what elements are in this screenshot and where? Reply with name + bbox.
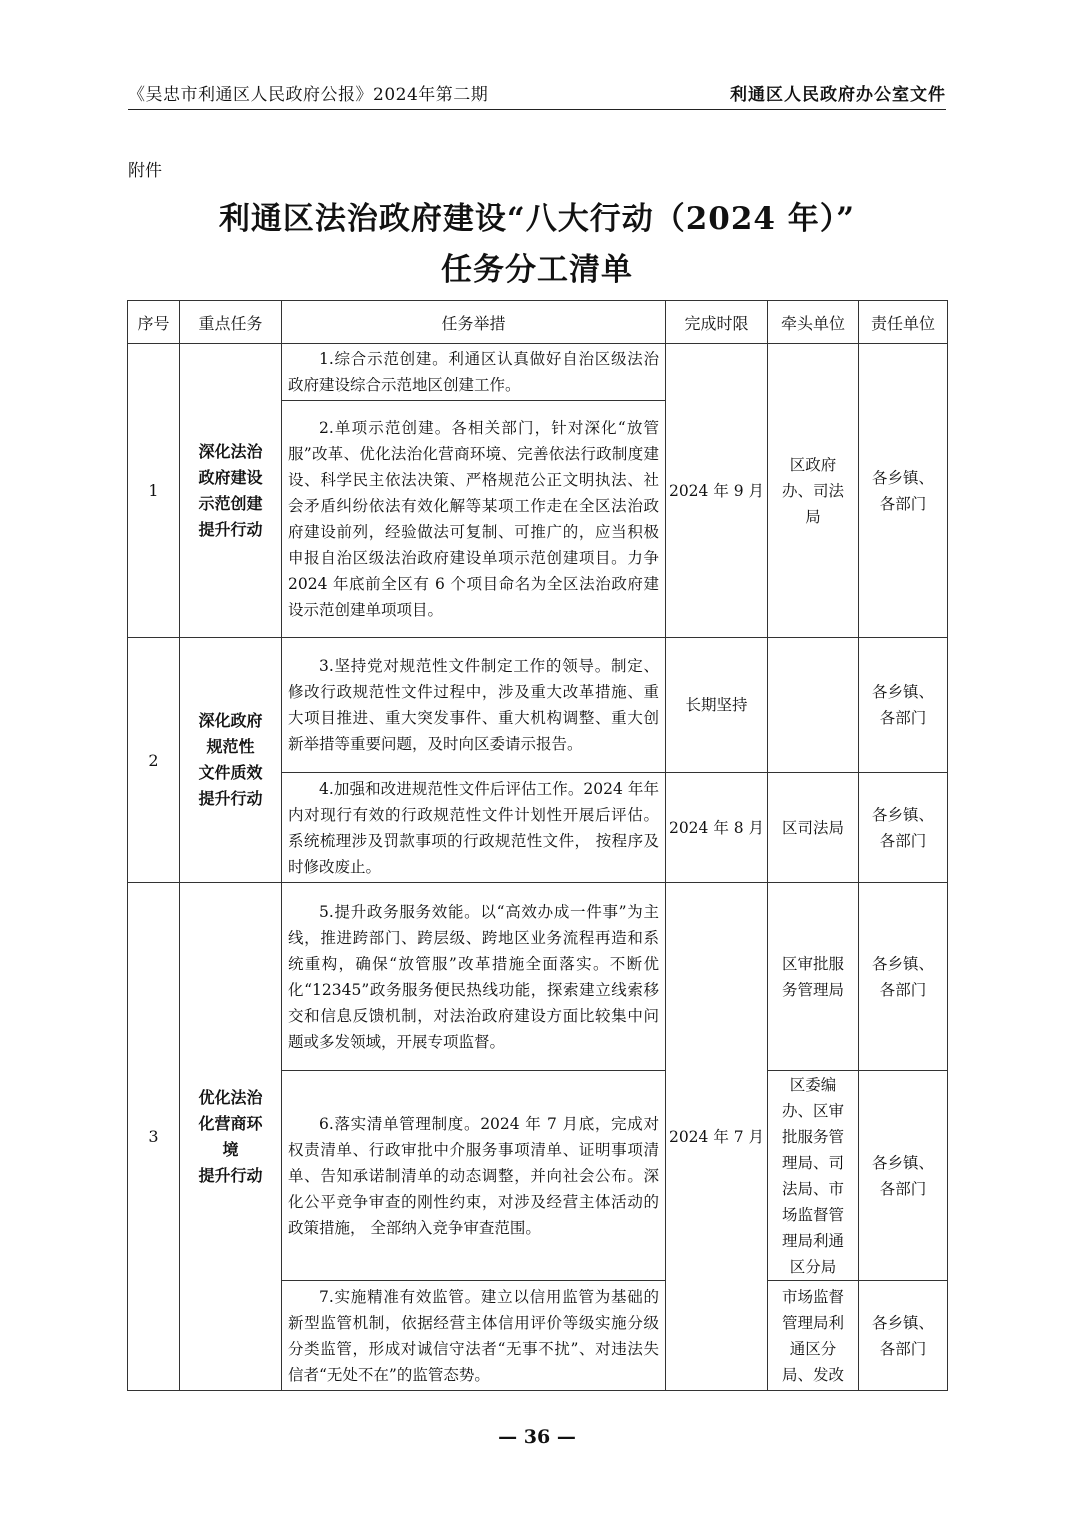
key-task [180,638,282,883]
key-task-line: 政府建设 [198,467,263,487]
task-measure: 2.单项示范创建。各相关部门，针对深化“放管服”改革、优化法治化营商环境、完善依法行政制度建设、科学民主依法决策、严格规范公正文明执法、社会矛盾纠纷依法有效化解等某项工作走在全区法治政府建设前列，经验做法可复制、可推广的，应当积极申报自治区级法治政府建设单项示范创建项目。力争 2024 年底前全区有 6 个项目命名为全区法治政府建设示范创建单项项目。 [282,401,666,638]
task-measure: 6.落实清单管理制度。2024 年 7 月底，完成对权责清单、行政审批中介服务事项清单、证明事项清单、告知承诺制清单的动态调整，并向社会公布。深化公平竞争审查的刚性约束，对涉及经营主体活动的政策措施， 全部纳入竞争审查范围。 [282,1071,666,1281]
key-task-line: 优化法治 [198,1087,263,1107]
key-task-line: 规范性 [206,737,255,756]
document-subtitle: 任务分工清单 [441,252,633,288]
task-measure: 7.实施精准有效监管。建立以信用监管为基础的新型监管机制，依据经营主体信用评价等级实施分级分类监管，形成对诚信守法者“无事不扰”、对违法失信者“无处不在”的监管态势。 [282,1281,666,1391]
header-rule [128,109,946,110]
task-table [127,300,948,1391]
responsible-unit: 各乡镇、 各部门 [859,773,948,883]
key-task [180,344,282,638]
lead-unit: 区委编 办、区审 批服务管 理局、司 法局、市 场监督管 理局利通 区分局 [768,1071,859,1281]
col-header-resp-unit: 责任单位 [859,301,948,344]
key-task-line: 深化政府 [198,711,263,730]
col-header-num: 序号 [128,301,180,344]
key-task-line: 境 [222,1139,239,1159]
key-task-line: 文件质效 [198,763,263,782]
key-task-line: 提升行动 [198,789,263,808]
responsible-unit: 各乡镇、 各部门 [859,1071,948,1281]
lead-unit: 市场监督 管理局利 通区分 局、发改 [768,1281,859,1391]
attachment-label: 附件 [128,161,162,181]
responsible-unit: 各乡镇、 各部门 [859,638,948,773]
table-row [128,638,948,773]
col-header-measure: 任务举措 [282,301,666,344]
table-header-row [128,301,948,344]
header-publication-title: 《吴忠市利通区人民政府公报》2024年第二期 [128,85,489,105]
row-number: 1 [128,344,180,638]
document-title: 利通区法治政府建设“八大行动（2024 年）” [218,201,856,237]
key-task [180,883,282,1391]
col-header-lead-unit: 牵头单位 [768,301,859,344]
lead-unit: 区政府 办、司法 局 [768,344,859,638]
row-number: 3 [128,883,180,1391]
page-number: — 36 — [498,1426,576,1448]
lead-unit: 区司法局 [768,773,859,883]
task-measure: 3.坚持党对规范性文件制定工作的领导。制定、修改行政规范性文件过程中，涉及重大改革措施、重大项目推进、重大突发事件、重大机构调整、重大创新举措等重要问题，及时向区委请示报告。 [282,638,666,773]
table-row [128,883,948,1071]
header-issuer: 利通区人民政府办公室文件 [730,85,946,105]
key-task-line: 示范创建 [198,493,263,513]
task-measure: 4.加强和改进规范性文件后评估工作。2024 年年内对现行有效的行政规范性文件计划性开展后评估。系统梳理涉及罚款事项的行政规范性文件， 按程序及时修改废止。 [282,773,666,883]
key-task-line: 深化法治 [198,441,263,461]
key-task-line: 提升行动 [198,519,263,539]
task-measure: 1.综合示范创建。利通区认真做好自治区级法治政府建设综合示范地区创建工作。 [282,344,666,401]
table-row [128,344,948,401]
deadline: 2024 年 8 月 [666,773,768,883]
key-task-line: 提升行动 [198,1165,263,1185]
responsible-unit: 各乡镇、 各部门 [859,1281,948,1391]
col-header-task: 重点任务 [180,301,282,344]
deadline: 2024 年 9 月 [666,344,768,638]
col-header-deadline: 完成时限 [666,301,768,344]
lead-unit: 区审批服 务管理局 [768,883,859,1071]
deadline: 2024 年 7 月 [666,883,768,1391]
deadline: 长期坚持 [666,638,768,773]
responsible-unit: 各乡镇、 各部门 [859,883,948,1071]
key-task-line: 化营商环 [198,1113,263,1133]
lead-unit [768,638,859,773]
task-measure: 5.提升政务服务效能。以“高效办成一件事”为主线，推进跨部门、跨层级、跨地区业务流程再造和系统重构，确保“放管服”改革措施全面落实。不断优化“12345”政务服务便民热线功能，探索建立线索移交和信息反馈机制，对法治政府建设方面比较集中问题或多发领域，开展专项监督。 [282,883,666,1071]
responsible-unit: 各乡镇、 各部门 [859,344,948,638]
row-number: 2 [128,638,180,883]
